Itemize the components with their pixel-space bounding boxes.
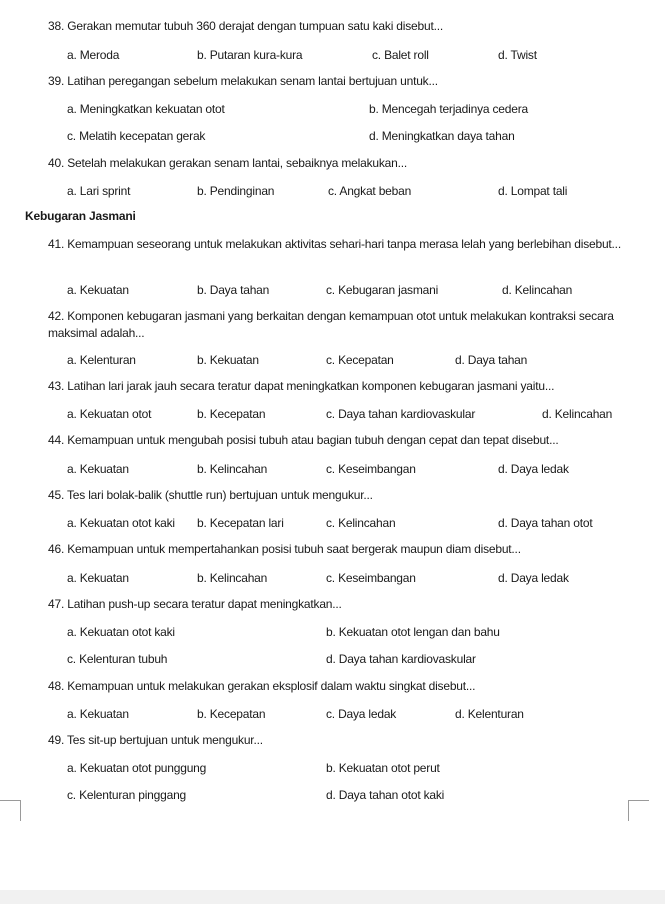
option-d: d. Daya tahan [455,353,528,367]
option-a: a. Kekuatan [67,462,129,476]
page-gap-strip [0,890,665,904]
option-b: b. Putaran kura-kura [197,48,303,62]
option-a: a. Kekuatan otot kaki [67,625,175,639]
option-c: c. Balet roll [372,48,429,62]
options-38 [0,47,665,63]
options-47-row1 [0,624,665,640]
option-d: d. Kelincahan [542,407,613,421]
options-46 [0,570,665,586]
option-d: d. Kelenturan [455,707,524,721]
section-heading: Kebugaran Jasmani [25,209,136,223]
question-48: 48. Kemampuan untuk melakukan gerakan eksplosif dalam waktu singkat disebut... [48,679,476,693]
question-43: 43. Latihan lari jarak jauh secara teratur dapat meningkatkan komponen kebugaran jasmani yaitu... [48,379,555,393]
option-d: d. Daya tahan otot kaki [326,788,445,802]
option-b: b. Mencegah terjadinya cedera [369,102,528,116]
option-c: c. Angkat beban [328,184,412,198]
option-d: d. Daya ledak [498,571,569,585]
option-c: c. Keseimbangan [326,571,416,585]
option-d: d. Daya tahan kardiovaskular [326,652,476,666]
options-44 [0,461,665,477]
option-b: b. Kecepatan [197,707,266,721]
option-a: a. Kekuatan otot [67,407,152,421]
question-42: 42. Komponen kebugaran jasmani yang berkaitan dengan kemampuan otot untuk melakukan kontraksi secara maksimal adalah... [48,309,614,340]
option-c: c. Kecepatan [326,353,394,367]
question-44: 44. Kemampuan untuk mengubah posisi tubuh atau bagian tubuh dengan cepat dan tepat disebut... [48,433,559,447]
options-39-row1 [0,101,665,117]
options-41 [0,282,665,298]
option-a: a. Lari sprint [67,184,131,198]
question-49: 49. Tes sit-up bertujuan untuk mengukur... [48,733,263,747]
margin-corner-mark-right [628,800,649,821]
option-b: b. Kelincahan [197,571,268,585]
question-46: 46. Kemampuan untuk mempertahankan posisi tubuh saat bergerak maupun diam disebut... [48,542,521,556]
option-a: a. Kekuatan otot punggung [67,761,207,775]
option-d: d. Daya ledak [498,462,569,476]
options-49-row1 [0,760,665,776]
option-c: c. Kelenturan pinggang [67,788,187,802]
option-b: b. Kelincahan [197,462,268,476]
option-c: c. Keseimbangan [326,462,416,476]
option-a: a. Meroda [67,48,120,62]
option-d: d. Daya tahan otot [498,516,593,530]
question-40: 40. Setelah melakukan gerakan senam lantai, sebaiknya melakukan... [48,156,408,170]
option-d: d. Twist [498,48,537,62]
options-42 [0,352,665,368]
option-b: b. Daya tahan [197,283,270,297]
options-43 [0,406,665,422]
options-39-row2 [0,128,665,144]
option-b: b. Kecepatan lari [197,516,284,530]
option-d: d. Meningkatkan daya tahan [369,129,515,143]
question-45: 45. Tes lari bolak-balik (shuttle run) bertujuan untuk mengukur... [48,488,373,502]
option-b: b. Kekuatan otot perut [326,761,440,775]
question-41: 41. Kemampuan seseorang untuk melakukan aktivitas sehari-hari tanpa merasa lelah yang berlebihan disebut... [48,237,621,251]
option-a: a. Kekuatan otot kaki [67,516,175,530]
option-d: d. Kelincahan [502,283,573,297]
question-39: 39. Latihan peregangan sebelum melakukan senam lantai bertujuan untuk... [48,74,438,88]
options-47-row2 [0,651,665,667]
option-b: b. Kecepatan [197,407,266,421]
question-47: 47. Latihan push-up secara teratur dapat meningkatkan... [48,597,342,611]
option-b: b. Kekuatan otot lengan dan bahu [326,625,500,639]
option-c: c. Kelincahan [326,516,396,530]
option-c: c. Daya tahan kardiovaskular [326,407,476,421]
option-a: a. Kelenturan [67,353,136,367]
option-a: a. Kekuatan [67,707,129,721]
option-c: c. Daya ledak [326,707,397,721]
option-c: c. Melatih kecepatan gerak [67,129,206,143]
options-49-row2 [0,787,665,803]
option-a: a. Kekuatan [67,571,129,585]
option-a: a. Meningkatkan kekuatan otot [67,102,225,116]
option-b: b. Kekuatan [197,353,259,367]
option-b: b. Pendinginan [197,184,275,198]
option-c: c. Kebugaran jasmani [326,283,439,297]
options-45 [0,515,665,531]
options-48 [0,706,665,722]
options-40 [0,183,665,199]
option-d: d. Lompat tali [498,184,568,198]
question-38: 38. Gerakan memutar tubuh 360 derajat dengan tumpuan satu kaki disebut... [48,19,443,33]
margin-corner-mark-left [0,800,21,821]
option-c: c. Kelenturan tubuh [67,652,168,666]
option-a: a. Kekuatan [67,283,129,297]
